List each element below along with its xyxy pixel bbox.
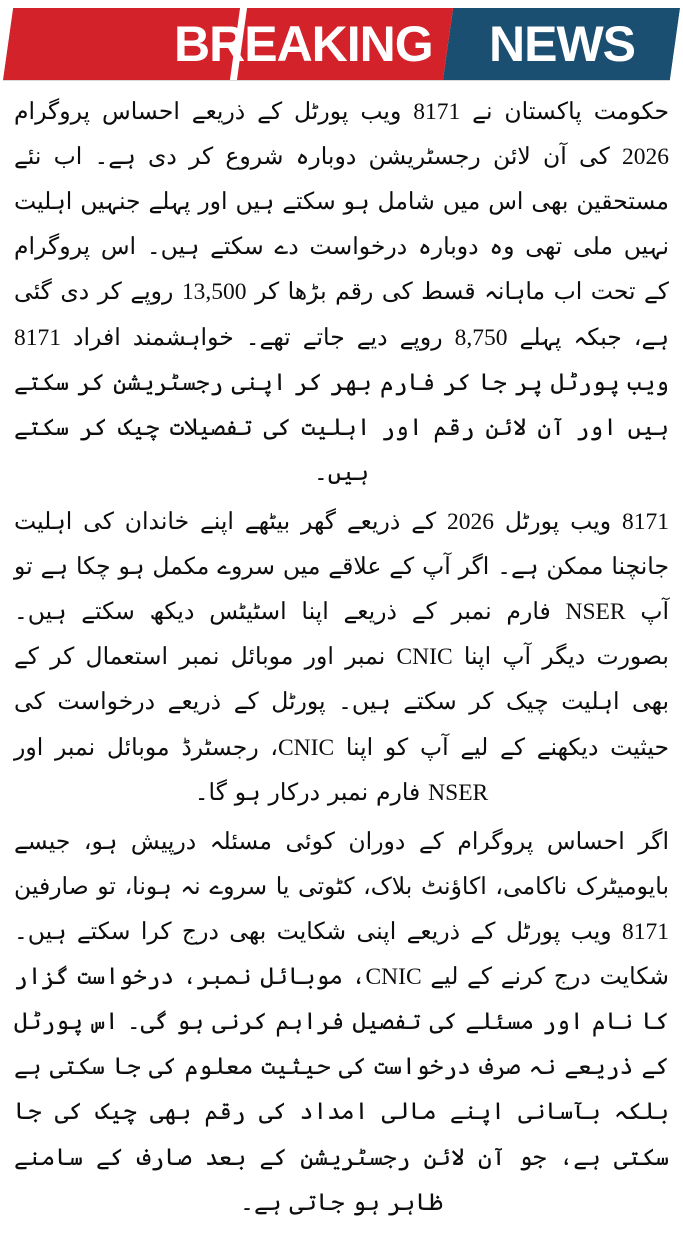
article-paragraph: 8171 ویب پورٹل 2026 کے ذریعے گھر بیٹھے اپنے خاندان کی اہلیت جانچنا ممکن ہے۔ اگر آپ کے علاقے میں سروے مکمل ہو چکا ہے تو آپ NSER فارم نمبر کے ذریعے اپنا اسٹیٹس دیکھ سکتے ہیں۔ بصورت دیگر آپ اپنا CNIC نمبر اور موبائل نمبر استعمال کر کے بھی اہلیت چیک کر سکتے ہیں۔ پورٹل کے ذریعے درخواست کی حیثیت دیکھنے کے لیے آپ کو اپنا CNIC، رجسٹرڈ موبائل نمبر اور NSER فارم نمبر درکار ہو گا۔ bbox=[14, 508, 669, 806]
banner-word-news: NEWS bbox=[489, 16, 635, 72]
banner-word-breaking: BREAKING bbox=[174, 16, 433, 72]
banner-blue-block bbox=[443, 8, 680, 80]
article-body bbox=[0, 88, 683, 1236]
breaking-news-banner bbox=[0, 0, 683, 88]
banner-shape bbox=[3, 8, 680, 80]
article-paragraph: حکومت پاکستان نے 8171 ویب پورٹل کے ذریعے احساس پروگرام 2026 کی آن لائن رجسٹریشن دوبارہ شروع کر دی ہے۔ اب نئے مستحقین بھی اس میں شامل ہو سکتے ہیں اور پہلے جنہیں اہلیت نہیں ملی تھی وہ دوبارہ درخواست دے سکتے ہیں۔ اس پروگرام کے تحت اب ماہانہ قسط کی رقم بڑھا کر 13,500 روپے کر دی گئی ہے، جبکہ پہلے 8,750 روپے دیے جاتے تھے۔ خواہشمند افراد 8171 ویب پورٹل پر جا کر فارم بھر کر اپنی رجسٹریشن کر سکتے ہیں اور آن لائن رقم اور اہلیت کی تفصیلات چیک کر سکتے ہیں۔ bbox=[14, 99, 669, 486]
banner-red-block bbox=[3, 8, 453, 80]
article-paragraph: اگر احساس پروگرام کے دوران کوئی مسئلہ درپیش ہو، جیسے بایومیٹرک ناکامی، اکاؤنٹ بلاک، کٹوتی یا سروے نہ ہونا، تو صارفین 8171 ویب پورٹل کے ذریعے اپنی شکایت بھی درج کرا سکتے ہیں۔ شکایت درج کرنے کے لیے CNIC، موبائل نمبر، درخواست گزار کا نام اور مسئلے کی تفصیل فراہم کرنی ہو گی۔ اس پورٹل کے ذریعے نہ صرف درخواست کی حیثیت معلوم کی جا سکتی ہے بلکہ بآسانی اپنے مالی امداد کی رقم بھی چیک کی جا سکتی ہے، جو آن لائن رجسٹریشن کے بعد صارف کے سامنے ظاہر ہو جاتی ہے۔ bbox=[14, 828, 669, 1216]
